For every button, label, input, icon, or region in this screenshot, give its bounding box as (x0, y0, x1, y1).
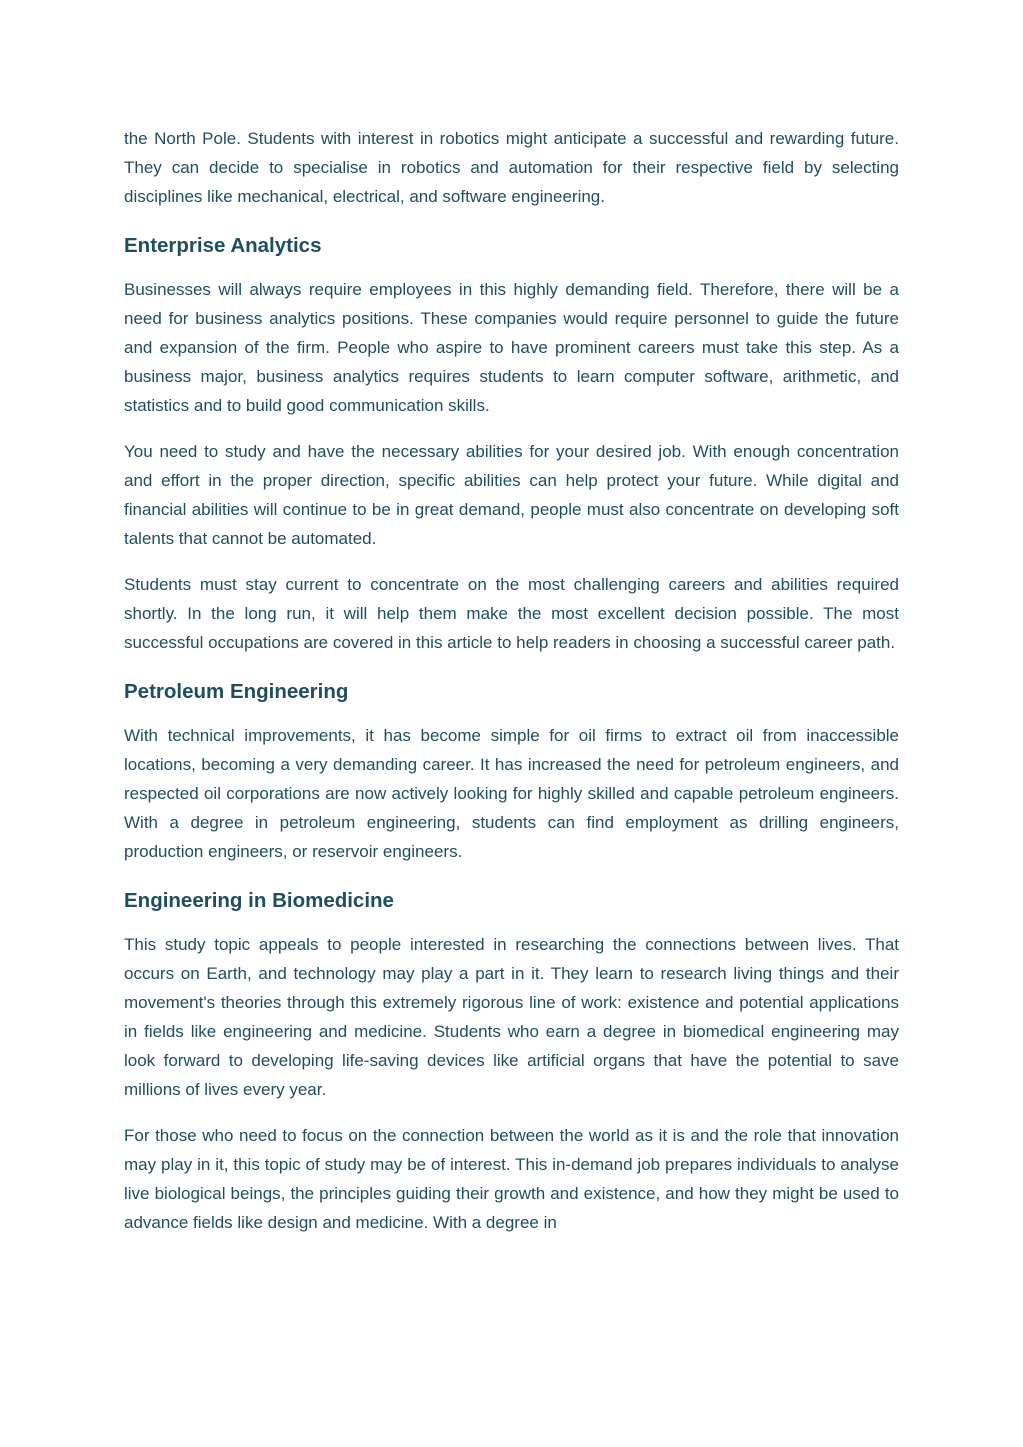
heading-biomedicine: Engineering in Biomedicine (124, 889, 394, 912)
paragraph-petroleum: With technical improvements, it has become simple for oil firms to extract oil from inaccessible locations, becoming a very demanding career. It has increased the need for petroleum engineers, and respected oil corporations are now actively looking for highly skilled and capable petroleum engineers. With a degree in petroleum engineering, students can find employment as drilling engineers, production engineers, or reservoir engineers. (124, 726, 899, 861)
paragraph-biomedicine-innovation: For those who need to focus on the connection between the world as it is and the role that innovation may play in it, this topic of study may be of interest. This in-demand job prepares individuals to analyse live biological beings, the principles guiding their growth and existence, and how they might be used to advance fields like design and medicine. With a degree in (124, 1126, 899, 1232)
paragraph-robotics-intro: the North Pole. Students with interest in robotics might anticipate a successful and rewarding future. They can decide to specialise in robotics and automation for their respective field by selecting disciplines like mechanical, electrical, and software engineering. (124, 129, 899, 206)
document-page (124, 124, 899, 1254)
paragraph-biomedicine-study: This study topic appeals to people interested in researching the connections between lives. That occurs on Earth, and technology may play a part in it. They learn to research living things and their movement's theories through this extremely rigorous line of work: existence and potential applications in fields like engineering and medicine. Students who earn a degree in biomedical engineering may look forward to developing life-saving devices like artificial organs that have the potential to save millions of lives every year. (124, 935, 899, 1099)
paragraph-stay-current: Students must stay current to concentrate on the most challenging careers and abilities required shortly. In the long run, it will help them make the most excellent decision possible. The most successful occupations are covered in this article to help readers in choosing a successful career path. (124, 575, 899, 652)
paragraph-desired-job: You need to study and have the necessary abilities for your desired job. With enough concentration and effort in the proper direction, specific abilities can help protect your future. While digital and financial abilities will continue to be in great demand, people must also concentrate on developing soft talents that cannot be automated. (124, 442, 899, 548)
heading-enterprise-analytics: Enterprise Analytics (124, 234, 322, 257)
paragraph-business-analytics: Businesses will always require employees in this highly demanding field. Therefore, there will be a need for business analytics positions. These companies would require personnel to guide the future and expansion of the firm. People who aspire to have prominent careers must take this step. As a business major, business analytics requires students to learn computer software, arithmetic, and statistics and to build good communication skills. (124, 280, 899, 415)
heading-petroleum-engineering: Petroleum Engineering (124, 680, 349, 703)
